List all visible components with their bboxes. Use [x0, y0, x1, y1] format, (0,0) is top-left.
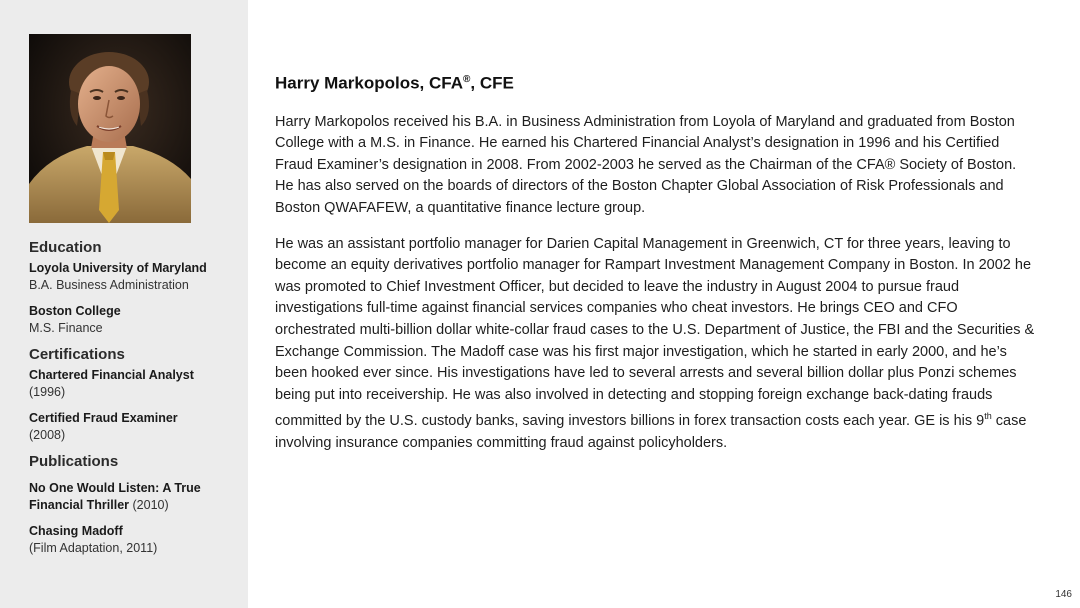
certification-item-title: Certified Fraud Examiner: [29, 411, 178, 425]
publications-heading: Publications: [29, 453, 119, 470]
education-item: [29, 303, 241, 337]
publication-item-year: (2010): [129, 498, 169, 512]
certification-item-title: Chartered Financial Analyst: [29, 368, 194, 382]
page-title: [275, 68, 1035, 96]
certification-item: [29, 367, 241, 401]
publication-item: [29, 480, 241, 514]
certifications-heading: Certifications: [29, 346, 125, 363]
publication-item-title-line1: No One Would Listen: A True: [29, 481, 201, 495]
credentials-panel: [29, 238, 241, 557]
portrait-illustration: [29, 34, 191, 223]
certification-item-sub: (1996): [29, 385, 66, 399]
education-heading: Education: [29, 239, 102, 256]
certification-item: [29, 410, 241, 444]
portrait-photo: [29, 34, 191, 223]
publication-item-title-line2: [29, 497, 241, 514]
education-item-sub: M.S. Finance: [29, 321, 103, 335]
bio-paragraph-2-text: He was an assistant portfolio manager for Darien Capital Management in Greenwich, CT for three years, leaving to become an equity derivatives portfolio manager for Rampart Investment Management Company in Boston. In 2002 he was promoted to Chief Investment Officer, but decided to leave the industry in August 2004 to pursue fraud investigations full-time against financial services companies who cheat investors. He brings CEO and CFO orchestrated multi-billion dollar white-collar fraud cases to the U.S. Department of Justice, the FBI and the Securities & Exchange Commission. The Madoff case was his first major investigation, which he started in early 2000, and he’s been hooked ever since. His investigations have led to several arrests and several billion dollar plus Ponzi schemes being put into receivership. He was also involved in detecting and stopping foreign exchange back-dating frauds committed by the U.S. custody banks, saving investors billions in forex transaction costs each year. GE is his 9: [275, 235, 1035, 430]
person-name: Harry Markopolos, CFA: [275, 73, 463, 93]
bio-paragraph-2: [275, 234, 1035, 455]
certification-item-sub: (2008): [29, 428, 66, 442]
main-content: [275, 68, 1035, 468]
education-item: [29, 260, 241, 294]
bio-paragraph-2-end: case involving insurance companies committing fraud against policyholders.: [275, 413, 1027, 451]
name-suffix: , CFE: [470, 73, 514, 93]
publication-item-title: Chasing Madoff: [29, 524, 123, 538]
registered-mark: ®: [463, 74, 471, 85]
education-item-title: Boston College: [29, 304, 121, 318]
sidebar: [0, 0, 248, 608]
page-number: 146: [1055, 589, 1072, 600]
publication-item-sub: (Film Adaptation, 2011): [29, 541, 158, 555]
education-item-sub: B.A. Business Administration: [29, 278, 189, 292]
ordinal-suffix: th: [984, 411, 992, 422]
education-item-title: Loyola University of Maryland: [29, 261, 207, 275]
bio-paragraph-1: Harry Markopolos received his B.A. in Business Administration from Loyola of Maryland and graduated from Boston College with a M.S. in Finance. He earned his Chartered Financial Analyst’s designation in 1996 and his Certified Fraud Examiner’s designation in 2008. From 2002-2003 he served as the Chairman of the CFA® Society of Boston. He has also served on the boards of directors of the Boston Chapter Global Association of Risk Professionals and Boston QWAFAFEW, a quantitative finance lecture group.: [275, 113, 1017, 217]
publication-item-title: Financial Thriller: [29, 498, 130, 512]
publication-item: [29, 523, 241, 557]
